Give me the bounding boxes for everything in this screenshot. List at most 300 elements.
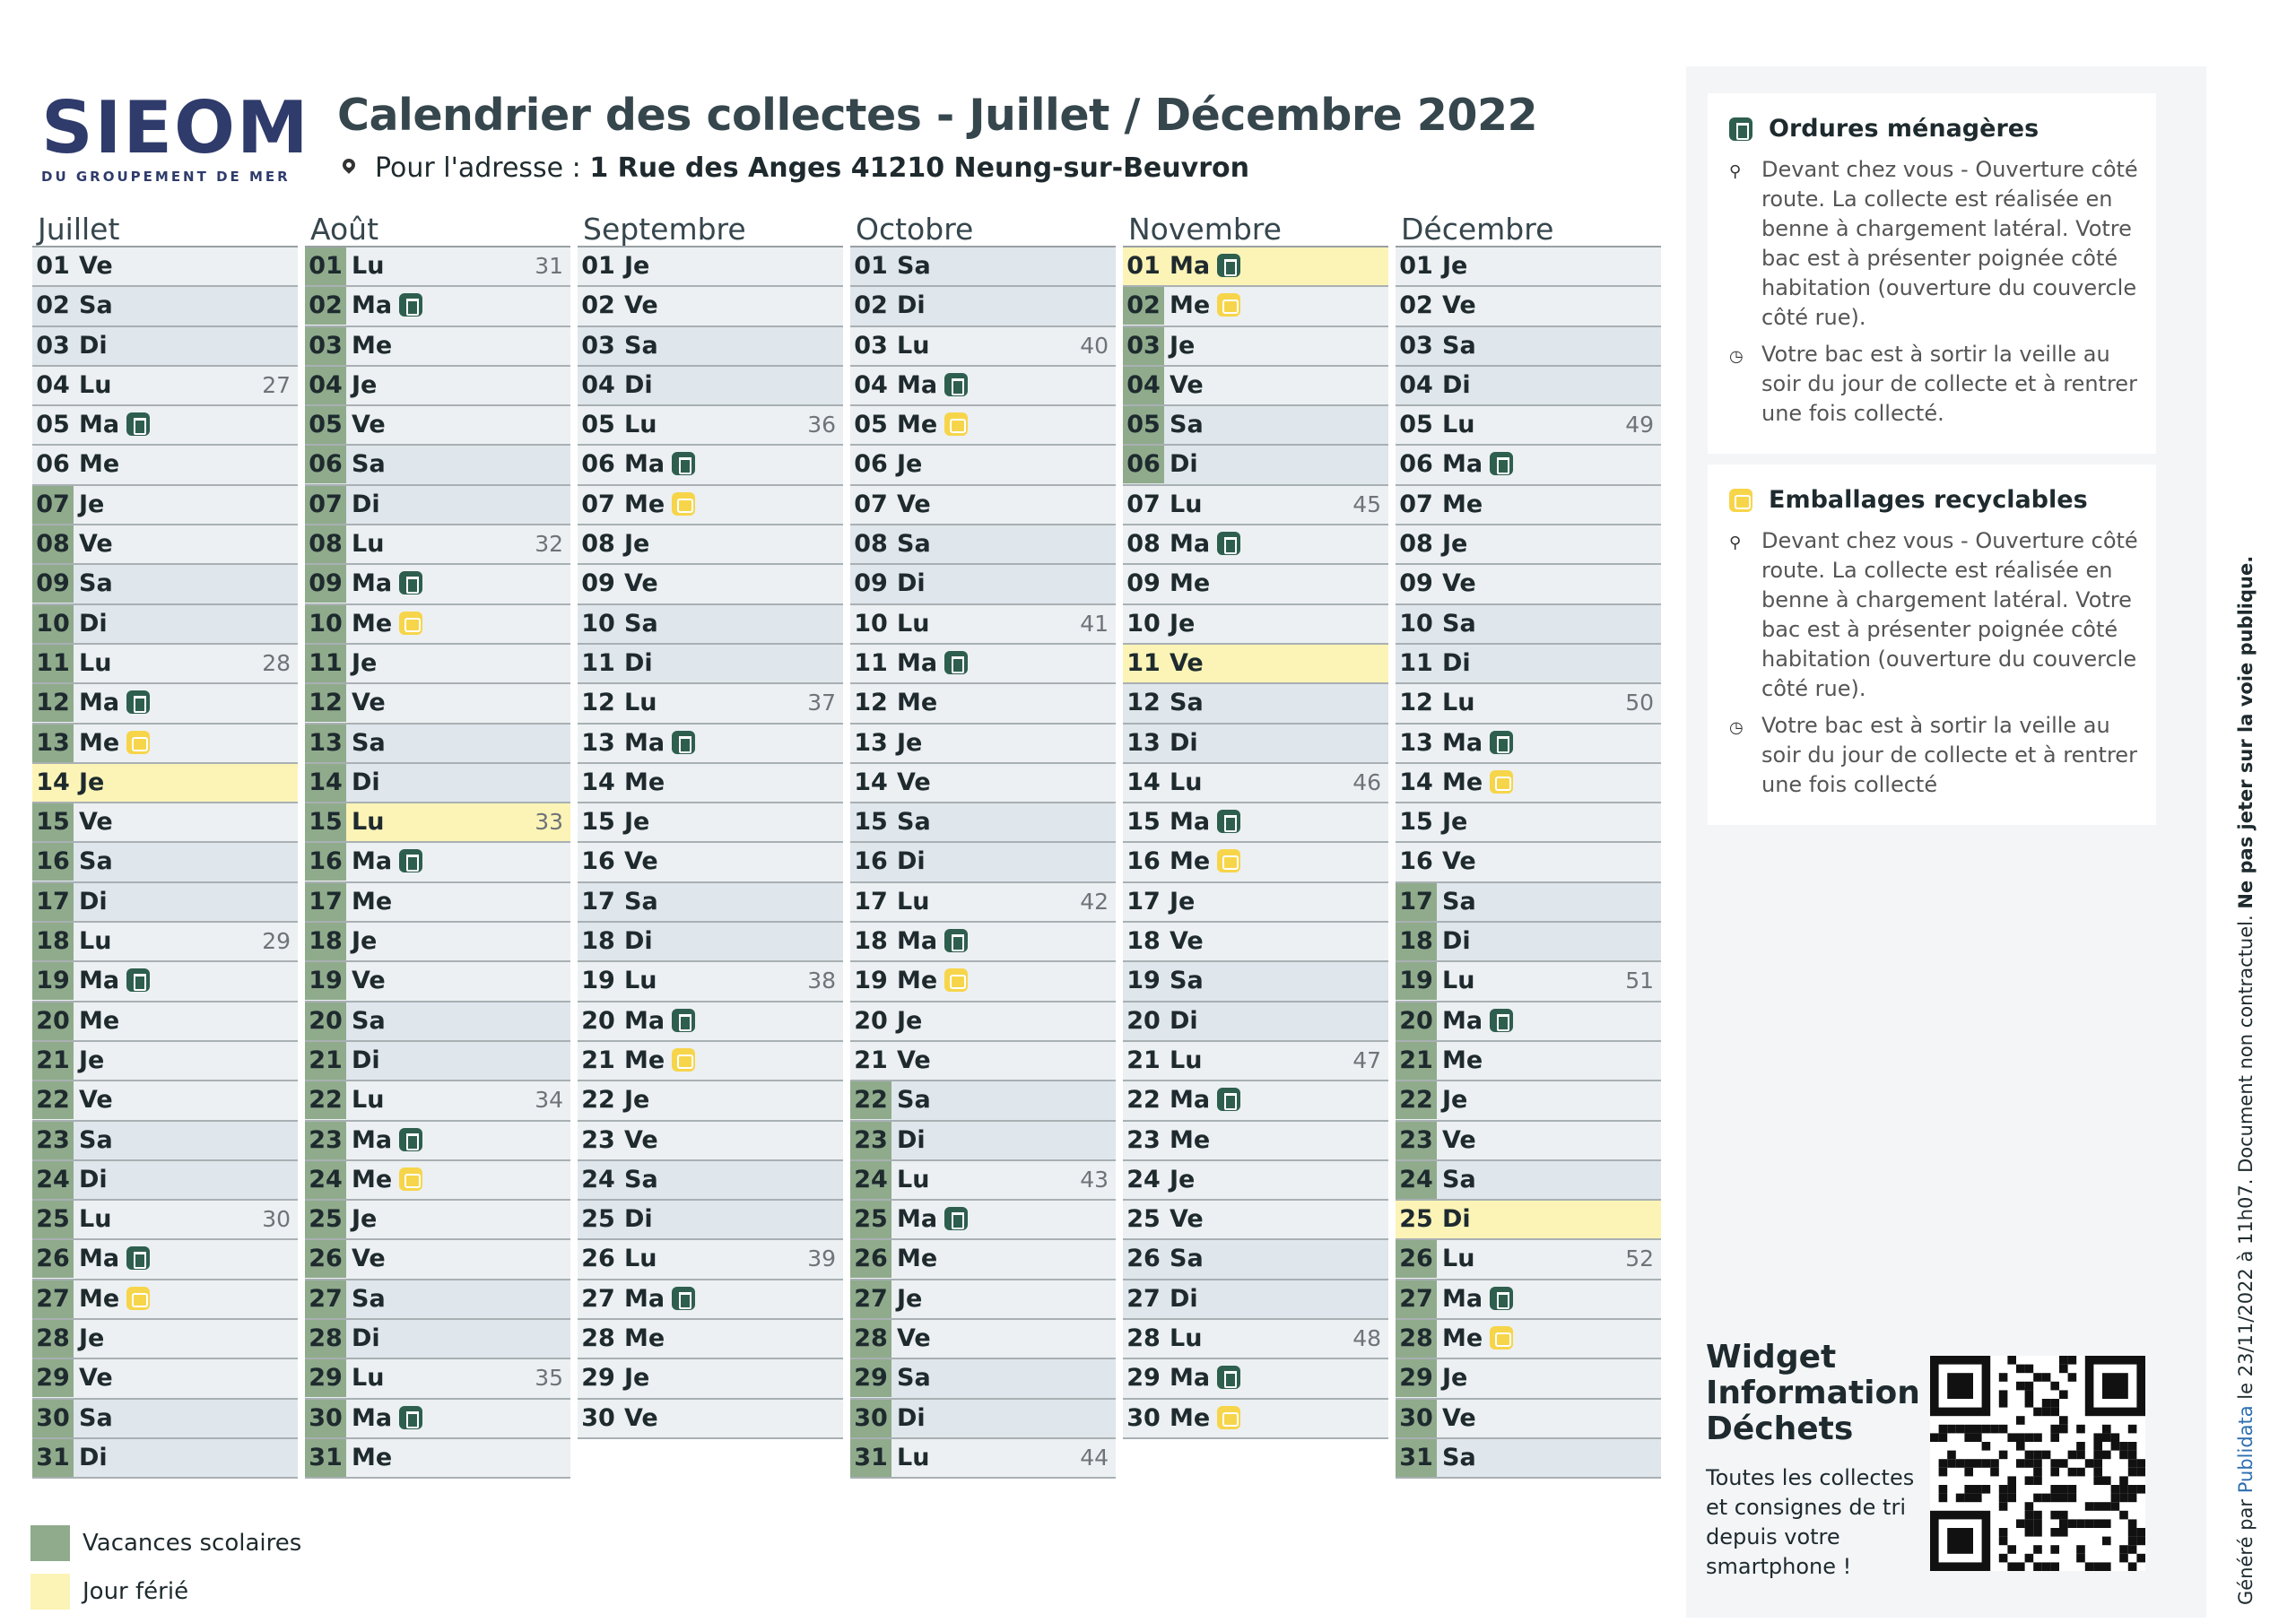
day-number: 03 bbox=[1399, 331, 1433, 360]
day-row bbox=[578, 1042, 843, 1081]
day-row bbox=[1396, 883, 1661, 923]
day-number: 03 bbox=[854, 331, 888, 360]
day-name: Ve bbox=[897, 1046, 931, 1074]
day-name: Ma bbox=[897, 1205, 938, 1234]
day-name: Lu bbox=[624, 689, 657, 717]
day-name: Je bbox=[1170, 609, 1196, 638]
day-row bbox=[32, 1201, 298, 1240]
day-number: 09 bbox=[854, 569, 888, 598]
day-name: Lu bbox=[352, 1364, 385, 1393]
day-name: Me bbox=[79, 450, 120, 479]
trash-bin-icon bbox=[126, 412, 150, 436]
day-number: 29 bbox=[1126, 1364, 1161, 1393]
day-row bbox=[1123, 486, 1388, 525]
day-row bbox=[850, 565, 1116, 604]
day-row bbox=[1123, 843, 1388, 882]
day-row bbox=[578, 525, 843, 565]
qr-code-icon[interactable] bbox=[1930, 1356, 2145, 1571]
day-row bbox=[32, 803, 298, 843]
day-row bbox=[32, 883, 298, 923]
address-line bbox=[343, 152, 1249, 184]
day-number: 02 bbox=[305, 287, 346, 325]
day-row bbox=[578, 843, 843, 882]
day-row bbox=[305, 1201, 570, 1240]
day-name: Sa bbox=[1442, 331, 1476, 360]
day-number: 09 bbox=[581, 569, 615, 598]
day-row bbox=[305, 1042, 570, 1081]
day-number: 29 bbox=[1396, 1359, 1437, 1397]
month-name: Octobre bbox=[850, 212, 1116, 247]
day-number: 18 bbox=[32, 923, 74, 960]
day-row bbox=[305, 1400, 570, 1439]
week-number: 39 bbox=[807, 1245, 836, 1272]
day-name: Lu bbox=[1170, 768, 1203, 796]
day-row bbox=[32, 486, 298, 525]
day-name: Ma bbox=[624, 450, 665, 479]
recycling-box-icon bbox=[1217, 849, 1240, 872]
day-number: 22 bbox=[32, 1081, 74, 1119]
day-row bbox=[1123, 1320, 1388, 1359]
week-number: 47 bbox=[1352, 1046, 1381, 1073]
trash-bin-icon bbox=[1217, 810, 1240, 833]
day-name: Me bbox=[1442, 1324, 1483, 1353]
day-name: Di bbox=[352, 1324, 380, 1353]
recycling-box-icon bbox=[399, 612, 422, 635]
day-name: Ve bbox=[624, 291, 658, 320]
day-row bbox=[1396, 1400, 1661, 1439]
week-number: 33 bbox=[535, 809, 563, 836]
calendar-grid bbox=[32, 212, 1674, 1485]
day-row bbox=[1396, 684, 1661, 724]
day-name: Ma bbox=[352, 1403, 393, 1432]
day-row bbox=[1123, 1081, 1388, 1121]
day-name: Sa bbox=[79, 847, 113, 876]
logo-main-text: SIEOM bbox=[41, 86, 310, 169]
day-name: Di bbox=[1442, 927, 1471, 956]
day-name: Ma bbox=[79, 1245, 120, 1273]
card-emballages-title-text: Emballages recyclables bbox=[1769, 486, 2088, 514]
day-name: Di bbox=[1170, 728, 1198, 757]
day-number: 29 bbox=[32, 1359, 74, 1397]
day-name: Je bbox=[1442, 1364, 1468, 1393]
day-row bbox=[305, 1280, 570, 1320]
day-name: Ve bbox=[1442, 1403, 1476, 1432]
day-row bbox=[1123, 406, 1388, 446]
day-name: Sa bbox=[1170, 411, 1204, 439]
card-emballages-title bbox=[1729, 486, 2138, 514]
trash-bin-icon bbox=[1217, 1366, 1240, 1389]
day-name: Di bbox=[79, 331, 108, 360]
day-name: Ma bbox=[79, 411, 120, 439]
day-row bbox=[578, 764, 843, 803]
day-number: 31 bbox=[850, 1439, 891, 1477]
day-name: Me bbox=[624, 768, 665, 796]
day-row bbox=[578, 1400, 843, 1439]
day-row bbox=[1123, 446, 1388, 485]
day-name: Lu bbox=[79, 370, 112, 399]
day-row bbox=[305, 764, 570, 803]
day-number: 07 bbox=[305, 486, 346, 524]
day-row bbox=[1123, 605, 1388, 645]
week-number: 52 bbox=[1625, 1245, 1654, 1272]
day-name: Ve bbox=[79, 530, 113, 559]
day-number: 02 bbox=[854, 291, 888, 320]
day-number: 05 bbox=[305, 406, 346, 444]
day-name: Di bbox=[897, 569, 926, 598]
trash-bin-icon bbox=[672, 731, 695, 754]
day-number: 29 bbox=[581, 1364, 615, 1393]
month-name: Août bbox=[305, 212, 570, 247]
day-name: Lu bbox=[79, 1205, 112, 1234]
week-number: 41 bbox=[1080, 610, 1109, 637]
day-row bbox=[1396, 645, 1661, 684]
day-number: 05 bbox=[1123, 406, 1164, 444]
day-number: 20 bbox=[581, 1006, 615, 1035]
day-row bbox=[578, 565, 843, 604]
day-number: 12 bbox=[1399, 689, 1433, 717]
day-number: 31 bbox=[32, 1439, 74, 1477]
day-number: 14 bbox=[1126, 768, 1161, 796]
day-number: 21 bbox=[32, 1042, 74, 1080]
week-number: 48 bbox=[1352, 1325, 1381, 1352]
day-row bbox=[32, 725, 298, 764]
day-name: Ve bbox=[1442, 1125, 1476, 1154]
day-row bbox=[1123, 764, 1388, 803]
day-name: Je bbox=[624, 530, 650, 559]
location-pin-icon: ⚲ bbox=[1729, 534, 1742, 552]
day-row bbox=[578, 1201, 843, 1240]
day-row bbox=[305, 803, 570, 843]
day-name: Di bbox=[624, 648, 653, 677]
day-name: Di bbox=[1170, 450, 1198, 479]
day-name: Lu bbox=[1170, 490, 1203, 518]
location-pin-icon bbox=[340, 156, 358, 174]
day-name: Sa bbox=[1170, 967, 1204, 995]
week-number: 34 bbox=[535, 1087, 563, 1114]
day-row bbox=[578, 406, 843, 446]
day-name: Ma bbox=[352, 291, 393, 320]
day-number: 26 bbox=[581, 1245, 615, 1273]
day-name: Di bbox=[352, 1046, 380, 1074]
day-name: Me bbox=[79, 728, 120, 757]
day-name: Me bbox=[897, 689, 938, 717]
day-row bbox=[1123, 1359, 1388, 1399]
day-row bbox=[850, 1359, 1116, 1399]
day-number: 19 bbox=[32, 962, 74, 1000]
card-emballages-line2-text: Votre bac est à sortir la veille au soir du jour de collecte et à rentrer une fois collecté bbox=[1761, 713, 2137, 797]
recycling-box-icon bbox=[1490, 770, 1513, 794]
day-number: 14 bbox=[36, 768, 70, 796]
day-number: 16 bbox=[581, 847, 615, 876]
trash-bin-icon bbox=[944, 1207, 968, 1230]
day-number: 26 bbox=[32, 1240, 74, 1278]
day-row bbox=[305, 486, 570, 525]
day-name: Je bbox=[897, 1006, 923, 1035]
day-name: Sa bbox=[897, 1364, 931, 1393]
day-row bbox=[305, 1122, 570, 1161]
day-name: Ve bbox=[352, 1245, 386, 1273]
day-name: Di bbox=[897, 847, 926, 876]
day-row bbox=[305, 446, 570, 485]
day-row bbox=[850, 684, 1116, 724]
day-row bbox=[578, 1161, 843, 1201]
day-name: Di bbox=[1170, 1006, 1198, 1035]
day-row bbox=[1396, 1439, 1661, 1479]
day-row bbox=[1396, 764, 1661, 803]
day-row bbox=[32, 1002, 298, 1042]
day-number: 19 bbox=[305, 962, 346, 1000]
day-number: 08 bbox=[305, 525, 346, 563]
day-row bbox=[305, 962, 570, 1002]
footer-notice: Ne pas jeter sur la voie publique. bbox=[2235, 555, 2257, 909]
day-row bbox=[305, 605, 570, 645]
day-name: Me bbox=[624, 490, 665, 518]
day-name: Ma bbox=[1170, 1086, 1211, 1115]
day-number: 23 bbox=[305, 1122, 346, 1159]
recycling-box-icon bbox=[672, 1048, 695, 1072]
day-number: 27 bbox=[32, 1280, 74, 1318]
day-number: 25 bbox=[1126, 1205, 1161, 1234]
day-number: 20 bbox=[32, 1002, 74, 1040]
day-name: Di bbox=[1170, 1284, 1198, 1313]
day-name: Me bbox=[1170, 569, 1211, 598]
day-row bbox=[305, 645, 570, 684]
day-row bbox=[850, 764, 1116, 803]
day-number: 04 bbox=[1123, 367, 1164, 404]
day-name: Di bbox=[79, 1165, 108, 1193]
page-title: Calendrier des collectes - Juillet / Décembre 2022 bbox=[337, 90, 1538, 141]
day-number: 23 bbox=[1126, 1125, 1161, 1154]
day-row bbox=[850, 803, 1116, 843]
day-row bbox=[1396, 446, 1661, 485]
day-name: Lu bbox=[1442, 1245, 1475, 1273]
day-number: 28 bbox=[581, 1324, 615, 1353]
trash-bin-icon bbox=[399, 849, 422, 872]
day-row bbox=[850, 962, 1116, 1002]
day-row bbox=[1123, 1161, 1388, 1201]
day-name: Me bbox=[1170, 1403, 1211, 1432]
day-row bbox=[305, 1320, 570, 1359]
week-number: 28 bbox=[262, 649, 291, 676]
day-name: Ve bbox=[79, 1364, 113, 1393]
day-name: Ma bbox=[897, 648, 938, 677]
day-number: 27 bbox=[850, 1280, 891, 1318]
footer-vertical bbox=[2235, 556, 2257, 1605]
day-name: Me bbox=[1170, 847, 1211, 876]
day-row bbox=[578, 1081, 843, 1121]
day-name: Ma bbox=[1442, 728, 1483, 757]
day-name: Je bbox=[352, 927, 378, 956]
day-row bbox=[850, 247, 1116, 287]
day-row bbox=[850, 1201, 1116, 1240]
legend-ferie bbox=[30, 1567, 301, 1616]
day-row bbox=[578, 247, 843, 287]
day-row bbox=[1123, 803, 1388, 843]
trash-bin-icon bbox=[1490, 731, 1513, 754]
day-name: Ve bbox=[79, 252, 113, 280]
day-row bbox=[1396, 1201, 1661, 1240]
day-row bbox=[850, 1320, 1116, 1359]
day-name: Je bbox=[352, 1205, 378, 1234]
week-number: 27 bbox=[262, 371, 291, 398]
day-name: Ma bbox=[897, 370, 938, 399]
month-name: Décembre bbox=[1396, 212, 1661, 247]
day-number: 01 bbox=[1399, 252, 1433, 280]
day-number: 11 bbox=[32, 645, 74, 682]
month-name: Juillet bbox=[32, 212, 298, 247]
day-row bbox=[1123, 1400, 1388, 1439]
day-number: 09 bbox=[305, 565, 346, 603]
day-row bbox=[850, 327, 1116, 367]
day-name: Sa bbox=[1170, 689, 1204, 717]
day-name: Sa bbox=[352, 1284, 386, 1313]
legend-vacances-swatch bbox=[30, 1525, 70, 1561]
trash-bin-icon bbox=[1217, 254, 1240, 277]
day-name: Sa bbox=[79, 1403, 113, 1432]
day-name: Je bbox=[624, 808, 650, 837]
week-number: 29 bbox=[262, 928, 291, 955]
day-number: 28 bbox=[1396, 1320, 1437, 1358]
trash-bin-icon bbox=[126, 1246, 150, 1270]
day-name: Sa bbox=[352, 1006, 386, 1035]
day-name: Ve bbox=[1170, 648, 1204, 677]
day-name: Me bbox=[352, 1443, 393, 1471]
day-number: 12 bbox=[581, 689, 615, 717]
day-name: Sa bbox=[1442, 1165, 1476, 1193]
month-name: Novembre bbox=[1123, 212, 1388, 247]
day-number: 27 bbox=[305, 1280, 346, 1318]
day-name: Sa bbox=[897, 1086, 931, 1115]
day-number: 17 bbox=[1396, 883, 1437, 921]
day-name: Ma bbox=[1170, 1364, 1211, 1393]
trash-bin-icon bbox=[1490, 452, 1513, 475]
day-number: 14 bbox=[305, 764, 346, 802]
recycling-box-icon bbox=[399, 1167, 422, 1191]
day-row bbox=[305, 1002, 570, 1042]
day-number: 15 bbox=[1126, 808, 1161, 837]
day-row bbox=[1123, 367, 1388, 406]
day-number: 23 bbox=[581, 1125, 615, 1154]
day-number: 08 bbox=[854, 530, 888, 559]
day-row bbox=[1123, 1201, 1388, 1240]
day-row bbox=[32, 287, 298, 326]
day-name: Ma bbox=[1442, 450, 1483, 479]
day-row bbox=[32, 327, 298, 367]
day-number: 29 bbox=[850, 1359, 891, 1397]
week-number: 36 bbox=[807, 412, 836, 438]
recycling-box-icon bbox=[1490, 1326, 1513, 1350]
recycling-box-icon bbox=[1217, 1406, 1240, 1429]
day-name: Ve bbox=[1170, 927, 1204, 956]
day-number: 19 bbox=[1396, 962, 1437, 1000]
day-number: 17 bbox=[1126, 887, 1161, 916]
day-row bbox=[1396, 962, 1661, 1002]
footer-date: le 23/11/2022 à 11h07. Document non contractuel. bbox=[2235, 915, 2257, 1400]
day-number: 26 bbox=[305, 1240, 346, 1278]
day-name: Ve bbox=[624, 1125, 658, 1154]
card-ordures-line1-text: Devant chez vous - Ouverture côté route. La collecte est réalisée en benne à chargement latéral. Votre bac est à présenter poignée côté habitation (ouverture du couvercle côté rue). bbox=[1761, 157, 2138, 330]
day-name: Sa bbox=[79, 569, 113, 598]
day-number: 09 bbox=[32, 565, 74, 603]
day-row bbox=[1396, 1240, 1661, 1280]
day-row bbox=[1123, 1002, 1388, 1042]
day-name: Me bbox=[624, 1046, 665, 1074]
day-number: 23 bbox=[1396, 1122, 1437, 1159]
day-row bbox=[1123, 287, 1388, 326]
trash-bin-icon bbox=[944, 929, 968, 952]
day-number: 26 bbox=[1396, 1240, 1437, 1278]
day-number: 15 bbox=[854, 808, 888, 837]
day-number: 09 bbox=[1399, 569, 1433, 598]
day-row bbox=[1396, 1359, 1661, 1399]
day-name: Me bbox=[352, 331, 393, 360]
card-ordures-title-text: Ordures ménagères bbox=[1769, 115, 2039, 143]
day-row bbox=[32, 1400, 298, 1439]
day-name: Ve bbox=[624, 1403, 658, 1432]
day-row bbox=[1396, 247, 1661, 287]
day-row bbox=[1123, 1280, 1388, 1320]
month-column bbox=[1123, 212, 1388, 1439]
day-number: 05 bbox=[36, 411, 70, 439]
month-name: Septembre bbox=[578, 212, 843, 247]
day-number: 30 bbox=[1396, 1400, 1437, 1437]
day-row bbox=[578, 367, 843, 406]
day-name: Sa bbox=[1442, 1443, 1476, 1471]
day-row bbox=[1123, 565, 1388, 604]
day-number: 26 bbox=[1126, 1245, 1161, 1273]
day-row bbox=[578, 725, 843, 764]
day-name: Je bbox=[352, 648, 378, 677]
day-number: 06 bbox=[305, 446, 346, 483]
day-number: 02 bbox=[1123, 287, 1164, 325]
day-number: 07 bbox=[32, 486, 74, 524]
trash-bin-icon bbox=[1217, 1088, 1240, 1111]
week-number: 31 bbox=[535, 253, 563, 279]
day-number: 30 bbox=[1126, 1403, 1161, 1432]
day-name: Je bbox=[1170, 1165, 1196, 1193]
week-number: 46 bbox=[1352, 768, 1381, 795]
trash-bin-icon bbox=[1217, 532, 1240, 555]
trash-bin-icon bbox=[1490, 1009, 1513, 1032]
day-name: Lu bbox=[897, 887, 930, 916]
day-name: Ma bbox=[1442, 1006, 1483, 1035]
day-row bbox=[32, 1359, 298, 1399]
day-number: 24 bbox=[1126, 1165, 1161, 1193]
day-number: 11 bbox=[1399, 648, 1433, 677]
day-name: Sa bbox=[79, 1125, 113, 1154]
day-name: Ma bbox=[1170, 530, 1211, 559]
day-name: Je bbox=[897, 450, 923, 479]
day-name: Je bbox=[1442, 1086, 1468, 1115]
month-column bbox=[1396, 212, 1661, 1479]
day-name: Di bbox=[1442, 648, 1471, 677]
day-name: Lu bbox=[79, 648, 112, 677]
trash-bin-icon bbox=[672, 452, 695, 475]
day-row bbox=[850, 1280, 1116, 1320]
day-name: Di bbox=[897, 291, 926, 320]
day-name: Sa bbox=[897, 530, 931, 559]
day-number: 21 bbox=[581, 1046, 615, 1074]
day-number: 03 bbox=[305, 327, 346, 365]
day-number: 02 bbox=[36, 291, 70, 320]
day-row bbox=[578, 962, 843, 1002]
week-number: 49 bbox=[1625, 412, 1654, 438]
day-name: Di bbox=[79, 1443, 108, 1471]
day-number: 22 bbox=[850, 1081, 891, 1119]
week-number: 43 bbox=[1080, 1166, 1109, 1193]
week-number: 45 bbox=[1352, 490, 1381, 517]
day-row bbox=[1396, 803, 1661, 843]
